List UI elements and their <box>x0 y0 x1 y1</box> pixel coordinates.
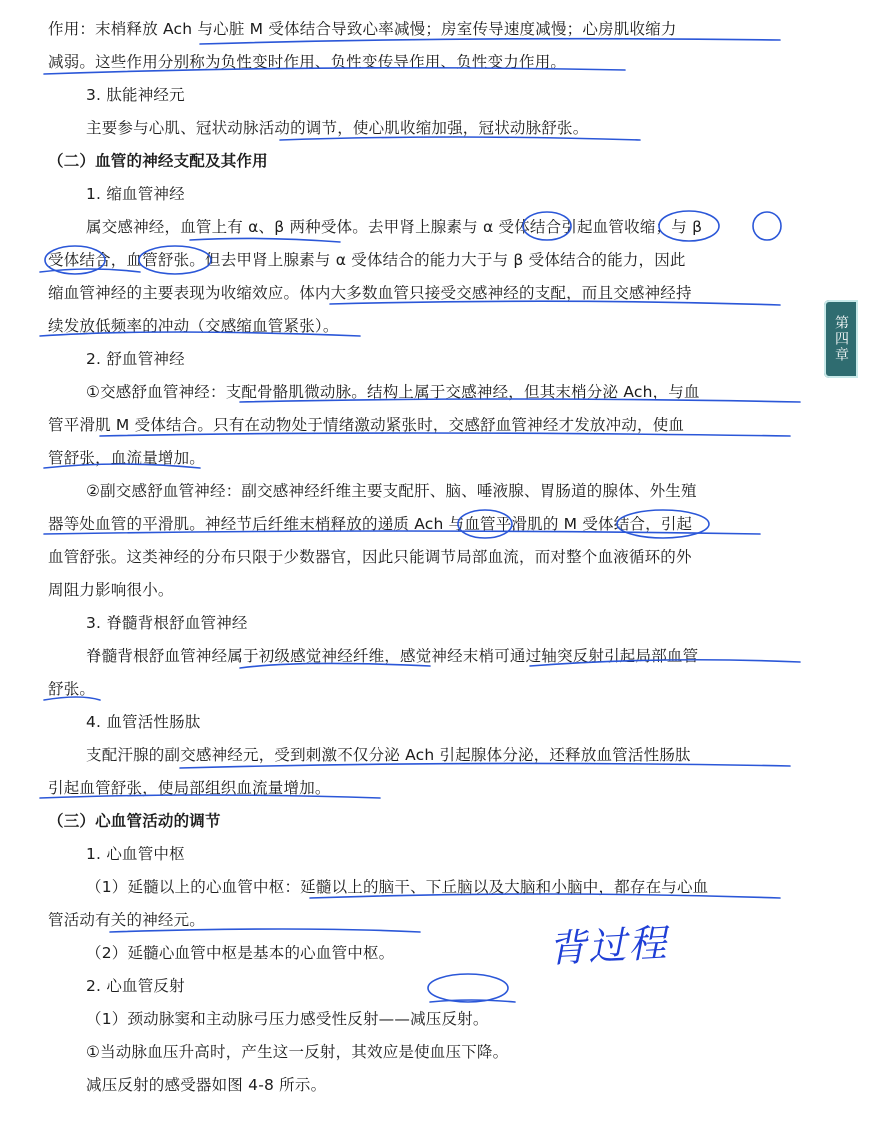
text-line: 管舒张，血流量增加。 <box>48 449 206 467</box>
text-line: 属交感神经，血管上有 α、β 两种受体。去甲肾上腺素与 α 受体结合引起血管收缩；与 β <box>86 218 703 236</box>
text-line: 管活动有关的神经元。 <box>48 911 206 929</box>
text-line: 支配汗腺的副交感神经元，受到刺激不仅分泌 Ach 引起腺体分泌，还释放血管活性肠肽 <box>86 746 691 764</box>
text-line: 缩血管神经的主要表现为收缩效应。体内大多数血管只接受交感神经的支配，而且交感神经持 <box>48 284 692 302</box>
text-line: 续发放低频率的冲动（交感缩血管紧张）。 <box>48 317 339 335</box>
text-line: （1）颈动脉窦和主动脉弓压力感受性反射——减压反射。 <box>86 1010 489 1028</box>
section-heading: （二）血管的神经支配及其作用 <box>48 152 268 170</box>
section-heading: 1. 缩血管神经 <box>86 185 185 203</box>
section-heading: 3. 肽能神经元 <box>86 86 185 104</box>
text-line: 引起血管舒张，使局部组织血流量增加。 <box>48 779 331 797</box>
section-heading: 2. 心血管反射 <box>86 977 185 995</box>
text-line: 脊髓背根舒血管神经属于初级感觉神经纤维，感觉神经末梢可通过轴突反射引起局部血管 <box>86 647 699 665</box>
text-line: ①交感舒血管神经：支配骨骼肌微动脉。结构上属于交感神经，但其末梢分泌 Ach，与血 <box>86 383 700 401</box>
section-heading: 4. 血管活性肠肽 <box>86 713 201 731</box>
text-line: 受体结合，血管舒张。但去甲肾上腺素与 α 受体结合的能力大于与 β 受体结合的能力，因此 <box>48 251 686 269</box>
section-heading: （三）心血管活动的调节 <box>48 812 221 830</box>
text-line: 主要参与心肌、冠状动脉活动的调节，使心肌收缩加强，冠状动脉舒张。 <box>86 119 589 137</box>
section-heading: 2. 舒血管神经 <box>86 350 185 368</box>
text-line: 减压反射的感受器如图 4-8 所示。 <box>86 1076 327 1094</box>
section-heading: 1. 心血管中枢 <box>86 845 185 863</box>
text-line: 作用：末梢释放 Ach 与心脏 M 受体结合导致心率减慢；房室传导速度减慢；心房肌收缩力 <box>48 20 677 38</box>
text-line: 舒张。 <box>48 680 96 698</box>
text-line: ②副交感舒血管神经：副交感神经纤维主要支配肝、脑、唾液腺、胃肠道的腺体、外生殖 <box>86 482 697 500</box>
text-line: 器等处血管的平滑肌。神经节后纤维末梢释放的递质 Ach 与血管平滑肌的 M 受体结合，引起 <box>48 515 693 533</box>
text-line: 管平滑肌 M 受体结合。只有在动物处于情绪激动紧张时，交感舒血管神经才发放冲动，使血 <box>48 416 685 434</box>
text-line: 减弱。这些作用分别称为负性变时作用、负性变传导作用、负性变力作用。 <box>48 53 567 71</box>
text-line: （2）延髓心血管中枢是基本的心血管中枢。 <box>86 944 395 962</box>
text-line: 血管舒张。这类神经的分布只限于少数器官，因此只能调节局部血流，而对整个血液循环的外 <box>48 548 692 566</box>
section-heading: 3. 脊髓背根舒血管神经 <box>86 614 248 632</box>
text-line: ①当动脉血压升高时，产生这一反射，其效应是使血压下降。 <box>86 1043 509 1061</box>
text-line: （1）延髓以上的心血管中枢：延髓以上的脑干、下丘脑以及大脑和小脑中，都存在与心血 <box>86 878 709 896</box>
text-line: 周阻力影响很小。 <box>48 581 174 599</box>
handwritten-note: 背过程 <box>547 920 670 972</box>
chapter-tab[interactable]: 第四章 <box>824 300 858 378</box>
